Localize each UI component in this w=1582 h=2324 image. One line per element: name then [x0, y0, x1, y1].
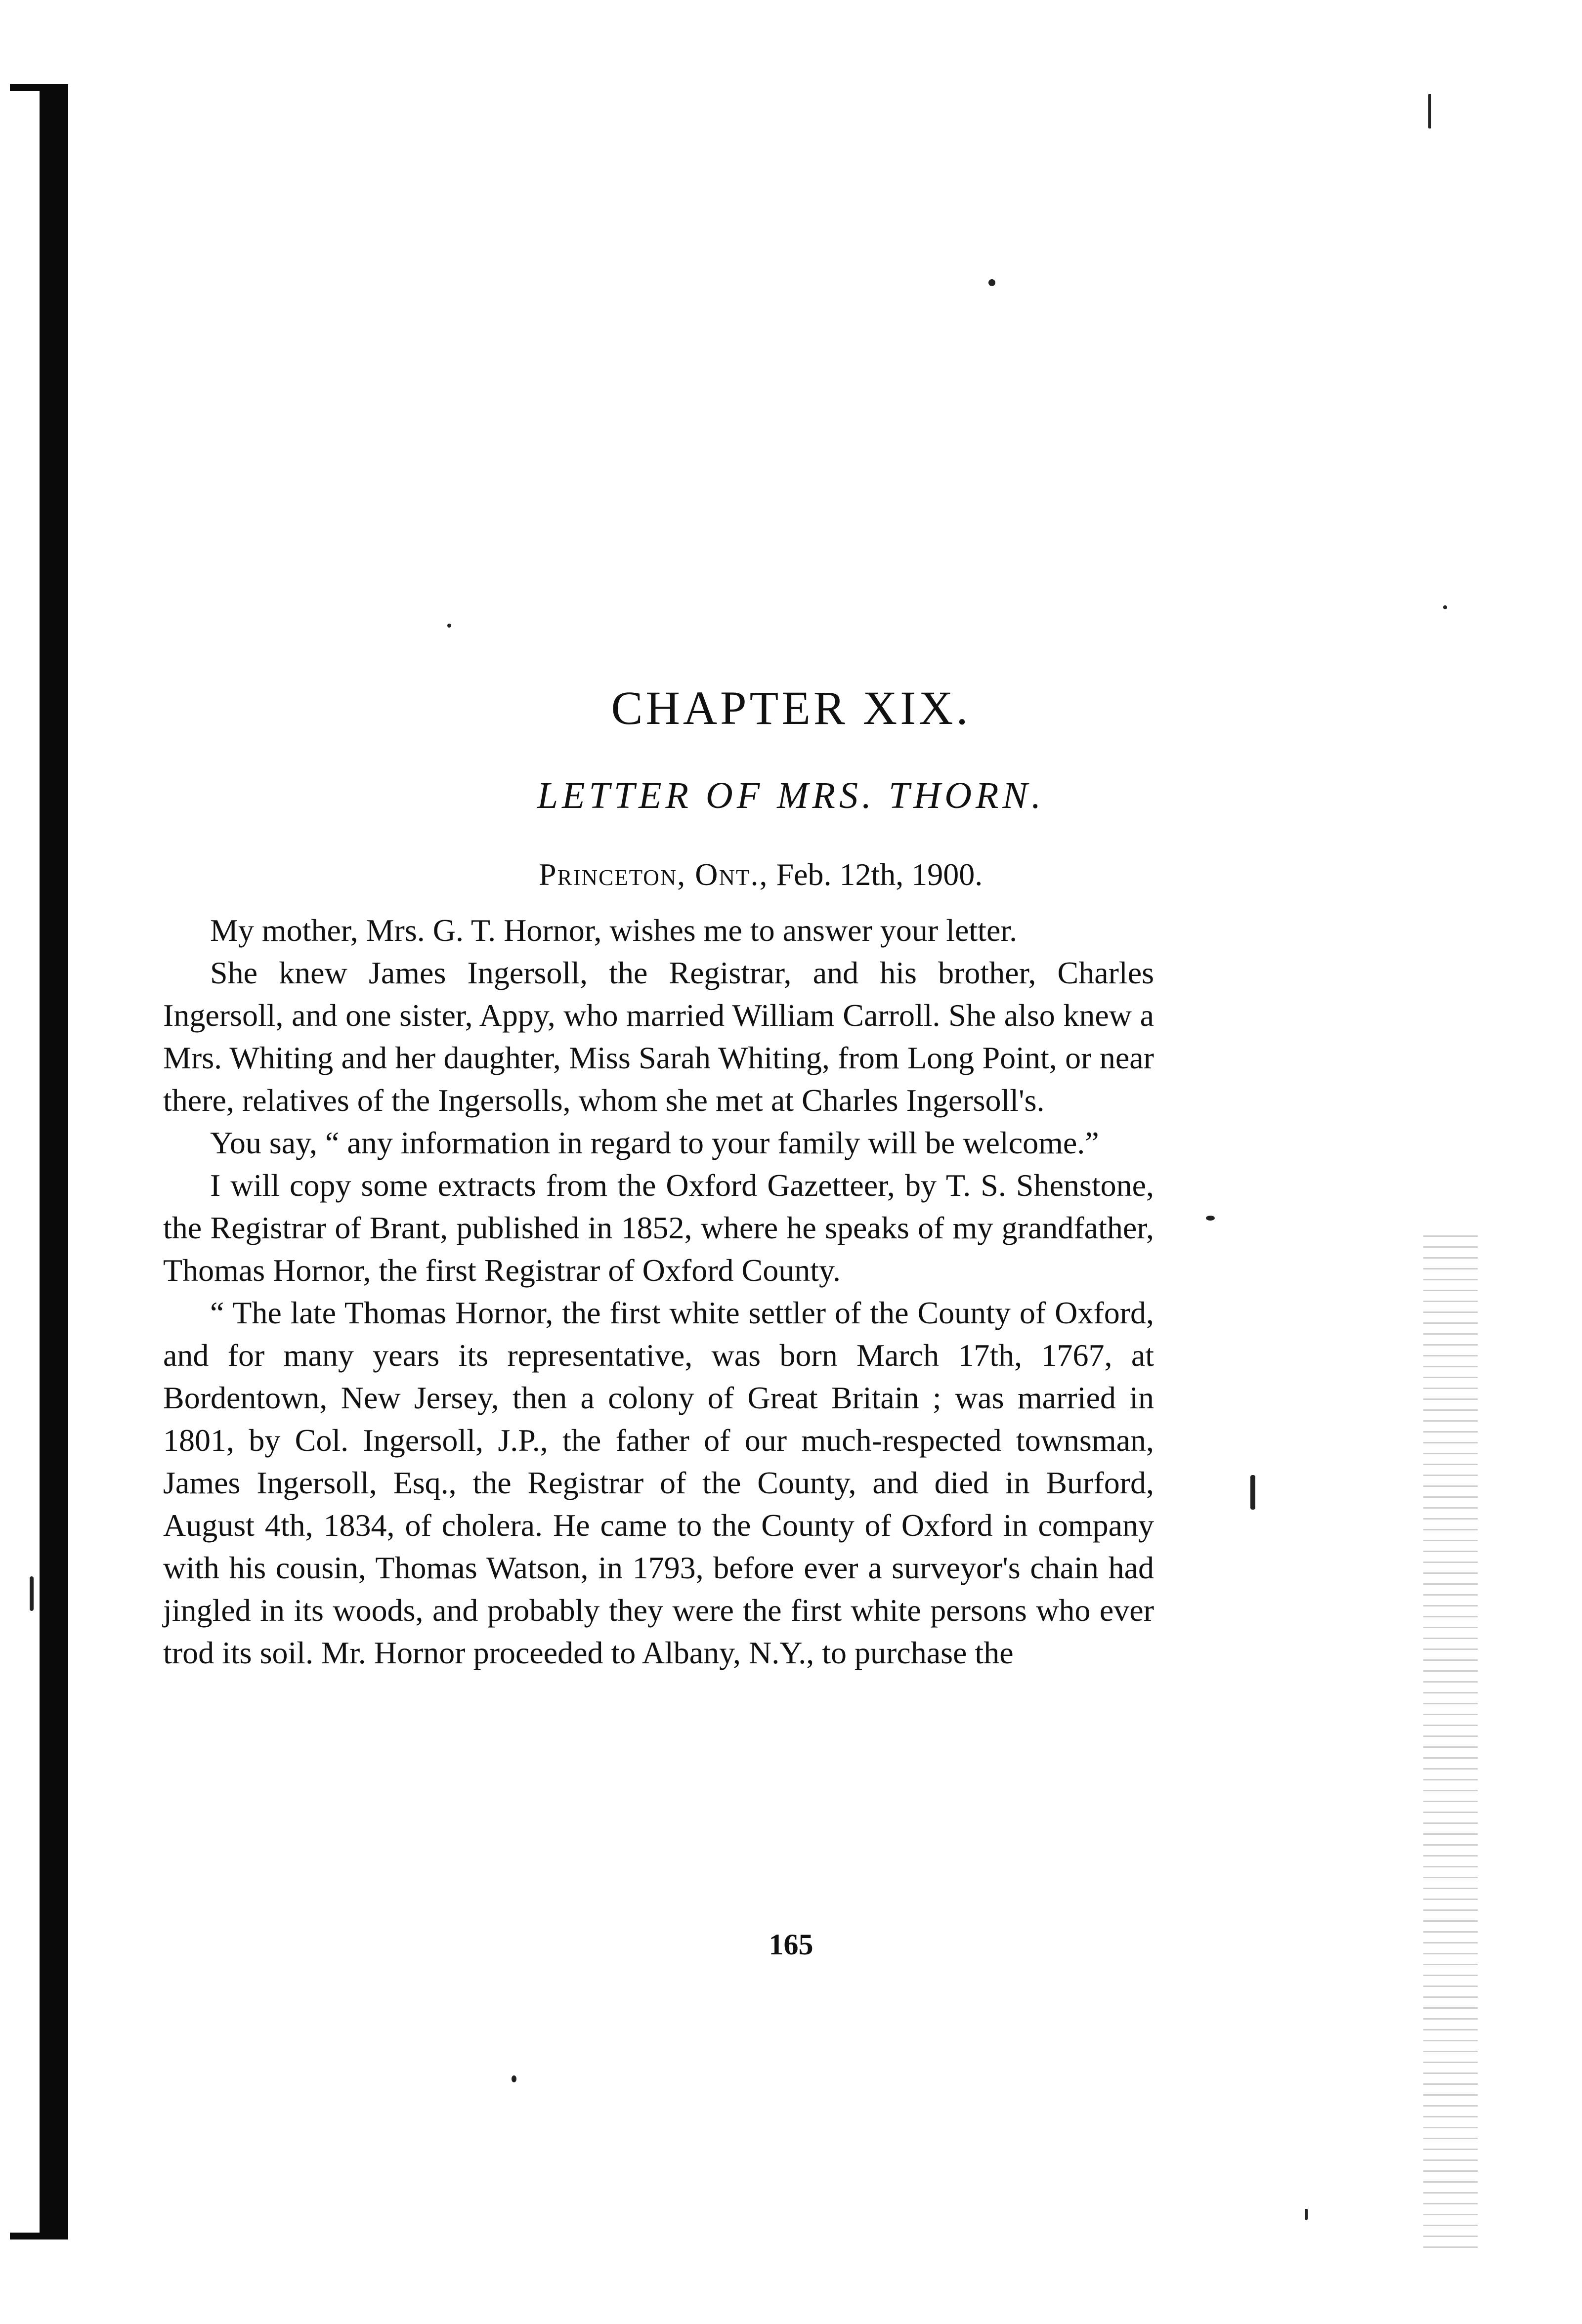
paragraph: She knew James Ingersoll, the Registrar, and his brother, Charles Ingersoll, and one sister, Appy, who married William Carroll. She also knew a Mrs. Whiting and her daughter, Miss Sarah Whiting, from Long Point, or near there, relatives of the Ingersolls, whom she met at Charles Ingersoll's. — [163, 955, 1154, 1118]
dateline-place: Princeton, Ont., — [539, 857, 769, 892]
paragraph: I will copy some extracts from the Oxford Gazetteer, by T. S. Shenstone, the Registrar of Brant, published in 1852, where he speaks of my grandfather, Thomas Hornor, the first Registrar of Oxford County. — [163, 1168, 1154, 1288]
page-number: 165 — [769, 1928, 813, 1961]
paragraph: My mother, Mrs. G. T. Hornor, wishes me to answer your letter. — [210, 913, 1018, 948]
letter-dateline — [539, 859, 983, 890]
dateline-date: Feb. 12th, 1900. — [776, 857, 983, 892]
scan-speck — [1443, 605, 1447, 609]
scan-speck — [1206, 1216, 1215, 1221]
scan-speck — [512, 2075, 516, 2082]
paragraph: You say, “ any information in regard to your family will be welcome.” — [210, 1125, 1099, 1160]
scan-speck — [988, 279, 995, 286]
binding-edge-bottom — [10, 2233, 68, 2239]
scan-edge-noise — [1423, 1235, 1478, 2248]
book-binding-edge — [40, 84, 68, 2239]
scan-speck — [1250, 1475, 1255, 1510]
paragraph: “ The late Thomas Hornor, the first white settler of the County of Oxford, and for many years its representative, was born March 17th, 1767, at Bordentown, New Jersey, then a colony of Great Britain ; was married in 1801, by Col. Ingersoll, J.P., the father of our much-respected townsman, James Ingersoll, Esq., the Registrar of the County, and died in Burford, August 4th, 1834, of cholera. He came to the County of Oxford in company with his cousin, Thomas Watson, in 1793, before ever a surveyor's chain had jingled in its woods, and probably they were the first white persons who ever trod its soil. Mr. Hornor proceeded to Albany, N.Y., to purchase the — [163, 1295, 1154, 1670]
scan-speck — [447, 624, 451, 628]
scan-speck — [30, 1576, 34, 1611]
chapter-heading: CHAPTER XIX. — [611, 681, 971, 734]
chapter-subtitle: LETTER OF MRS. THORN. — [537, 775, 1045, 816]
scan-speck — [1305, 2209, 1308, 2220]
scan-speck — [1428, 94, 1431, 128]
binding-edge-top — [10, 84, 68, 91]
letter-body — [163, 909, 1154, 1674]
